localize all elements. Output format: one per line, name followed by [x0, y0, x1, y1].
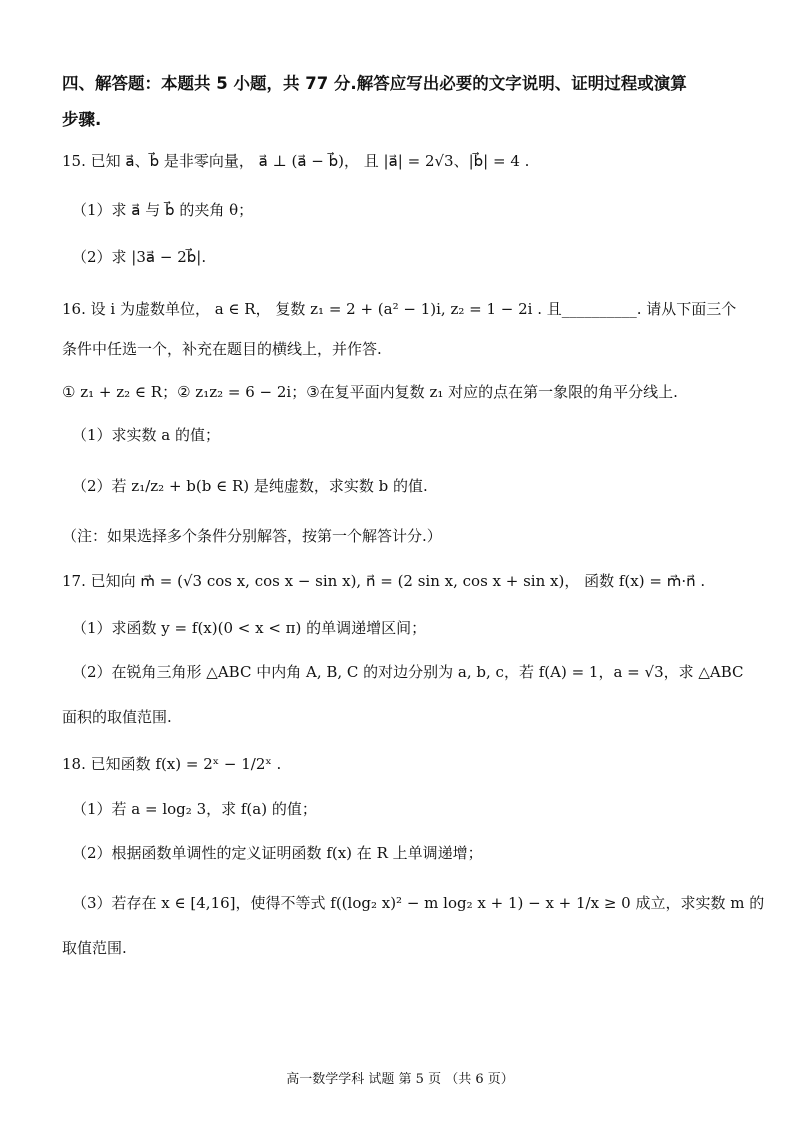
q16-stem-line-2: 条件中任选一个，补充在题目的横线上，并作答.	[62, 340, 382, 358]
q15-part1: （1）求 a⃗ 与 b⃗ 的夹角 θ；	[72, 201, 254, 219]
q16-note: （注：如果选择多个条件分别解答，按第一个解答计分.）	[62, 527, 442, 545]
q18-part3-line-1: （3）若存在 x ∈ [4,16]，使得不等式 f((log₂ x)² − m log₂ x + 1) − x + 1/x ≥ 0 成立，求实数 m 的	[72, 894, 765, 912]
section-heading-line-1: 四、解答题：本题共 5 小题，共 77 分.解答应写出必要的文字说明、证明过程或演算	[62, 74, 687, 93]
q18-part2: （2）根据函数单调性的定义证明函数 f(x) 在 R 上单调递增；	[72, 844, 483, 862]
q18-part3-line-2: 取值范围.	[62, 939, 127, 957]
q15-part2: （2）求 |3a⃗ − 2b⃗|.	[72, 248, 207, 266]
q17-part2-line-2: 面积的取值范围.	[62, 708, 172, 726]
q16-stem-line-1: 16. 设 i 为虚数单位， a ∈ R， 复数 z₁ = 2 + (a² − 1)i, z₂ = 1 − 2i . 且__________. 请从下面三个	[62, 300, 737, 318]
q18-part1: （1）若 a = log₂ 3，求 f(a) 的值；	[72, 800, 317, 818]
q17-stem: 17. 已知向 m⃗ = (√3 cos x, cos x − sin x), n⃗ = (2 sin x, cos x + sin x)， 函数 f(x) = m⃗·n⃗ .	[62, 572, 706, 590]
q15-stem: 15. 已知 a⃗、b⃗ 是非零向量， a⃗ ⊥ (a⃗ − b⃗)， 且 |a⃗| = 2√3、|b⃗| = 4 .	[62, 152, 530, 170]
q17-part1: （1）求函数 y = f(x)(0 < x < π) 的单调递增区间；	[72, 619, 427, 637]
q18-stem: 18. 已知函数 f(x) = 2ˣ − 1/2ˣ .	[62, 755, 282, 773]
q16-conditions: ① z₁ + z₂ ∈ R；② z₁z₂ = 6 − 2i；③在复平面内复数 z₁ 对应的点在第一象限的角平分线上.	[62, 383, 678, 401]
q16-part2: （2）若 z₁/z₂ + b(b ∈ R) 是纯虚数，求实数 b 的值.	[72, 477, 428, 495]
q17-part2-line-1: （2）在锐角三角形 △ABC 中内角 A, B, C 的对边分别为 a, b, c，若 f(A) = 1，a = √3，求 △ABC	[72, 663, 744, 681]
q16-part1: （1）求实数 a 的值；	[72, 426, 221, 444]
page-footer: 高一数学学科 试题 第 5 页 （共 6 页）	[286, 1072, 514, 1087]
section-heading-line-2: 步骤.	[62, 110, 102, 129]
